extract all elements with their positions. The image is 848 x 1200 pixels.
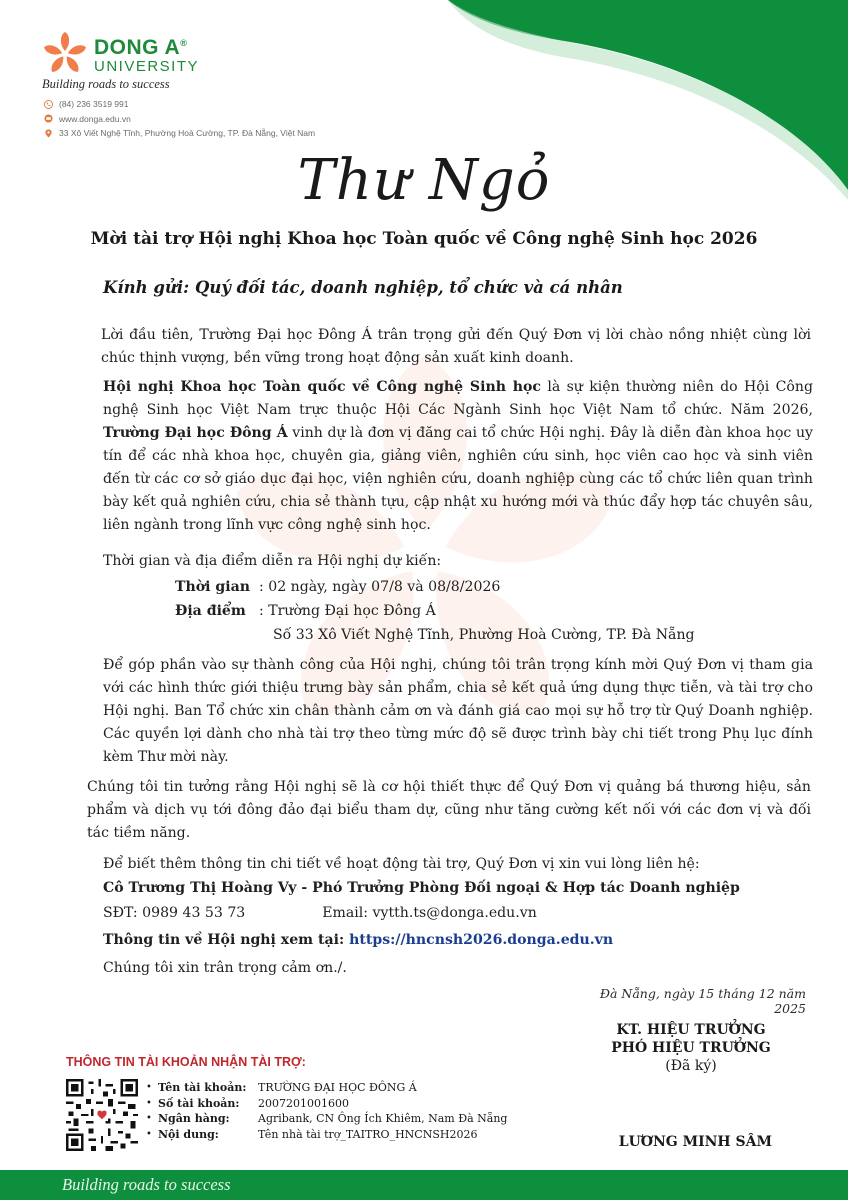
account-row: • Tên tài khoản: TRƯỜNG ĐẠI HỌC ĐÔNG Á (146, 1081, 417, 1095)
contact-details (103, 902, 813, 925)
contact-person: Cô Trương Thị Hoàng Vy - Phó Trưởng Phòng Đối ngoại & Hợp tác Doanh nghiệp (103, 880, 740, 896)
header-slogan: Building roads to success (42, 77, 170, 91)
logo-name: DONG A® (94, 35, 188, 59)
greeting: Kính gửi: Quý đối tác, doanh nghiệp, tổ chức và cá nhân (103, 278, 623, 297)
letter-title: Thư Ngỏ (297, 148, 551, 213)
account-row: • Nội dung: Tên nhà tài trợ_TAITRO_HNCNSH2026 (146, 1127, 478, 1141)
contact-email[interactable]: Email: vytth.ts@donga.edu.vn (322, 905, 537, 921)
schedule-place: Địa điểm : Trường Đại học Đông Á (175, 603, 436, 619)
paragraph-invitation: Để góp phần vào sự thành công của Hội nghị, chúng tôi trân trọng kính mời Quý Đơn vị tham gia với các hình thức giới thiệu trưng bày sản phẩm, chia sẻ kết quả ứng dụng thực tiễn, và tài trợ cho Hội nghị. Ban Tổ chức xin chân thành cảm ơn và đánh giá cao mọi sự hỗ trợ từ Quý Doanh nghiệp. Các quyền lợi dành cho nhà tài trợ theo từng mức độ sẽ được trình bày chi tiết trong Phụ lục đính kèm Thư mời này. (103, 657, 813, 765)
signature-status: (Đã ký) (665, 1058, 717, 1074)
account-info-list (146, 1080, 507, 1142)
contact-address: 33 Xô Viết Nghệ Tĩnh, Phường Hoà Cường, TP. Đà Nẵng, Việt Nam (59, 128, 316, 139)
paragraph-conference: Hội nghị Khoa học Toàn quốc về Công nghệ Sinh học là sự kiện thường niên do Hội Công nghệ Sinh học Việt Nam trực thuộc Hội Các Ngành Sinh học Việt Nam tổ chức. Năm 2026, Trường Đại học Đông Á vinh dự là đơn vị đăng cai tổ chức Hội nghị. Đây là diễn đàn khoa học uy tín để các nhà khoa học, chuyên gia, giảng viên, nghiên cứu sinh, học viên cao học và sinh viên đến từ các cơ sở giáo dục đại học, viện nghiên cứu, doanh nghiệp cùng các tổ chức liên quan trình bày kết quả nghiên cứu, chia sẻ thành tựu, cập nhật xu hướng mới và thúc đẩy hợp tác chuyên sâu, liên ngành trong lĩnh vực công nghệ sinh học. (103, 379, 814, 533)
signature-block (576, 986, 806, 1074)
footer-bar (0, 1170, 848, 1200)
signer-name: LƯƠNG MINH SÂM (618, 1134, 772, 1150)
phone-icon (44, 100, 53, 109)
contact-website[interactable]: www.donga.edu.vn (59, 113, 131, 124)
schedule-place-address: Số 33 Xô Viết Nghệ Tĩnh, Phường Hoà Cường, TP. Đà Nẵng (273, 627, 695, 643)
logo-subname: UNIVERSITY (94, 57, 200, 75)
conference-website-link[interactable]: https://hncnsh2026.donga.edu.vn (349, 932, 614, 948)
account-row: • Số tài khoản: 2007201001600 (146, 1096, 349, 1110)
signature-title-2: PHÓ HIỆU TRƯỞNG (611, 1040, 771, 1056)
paragraph-schedule-intro: Thời gian và địa điểm diễn ra Hội nghị dự kiến: (103, 553, 442, 569)
schedule-time: Thời gian : 02 ngày, ngày 07/8 và 08/8/2026 (175, 579, 501, 595)
bullet-icon: • (146, 1113, 152, 1125)
contact-phone-number: SĐT: 0989 43 53 73 (103, 905, 246, 921)
bullet-icon: • (146, 1082, 152, 1094)
conference-info-line: Thông tin về Hội nghị xem tại: https://hncnsh2026.donga.edu.vn (103, 932, 614, 948)
flower-logo-icon (42, 30, 88, 76)
account-info-title: THÔNG TIN TÀI KHOẢN NHẬN TÀI TRỢ: (66, 1055, 306, 1069)
letter-subtitle: Mời tài trợ Hội nghị Khoa học Toàn quốc về Công nghệ Sinh học 2026 (90, 229, 758, 249)
paragraph-benefits: Chúng tôi tin tưởng rằng Hội nghị sẽ là cơ hội thiết thực để Quý Đơn vị quảng bá thương hiệu, sản phẩm và dịch vụ tới đông đảo đại biểu tham dự, cũng như tăng cường kết nối với các đơn vị và đối tác tiềm năng. (87, 779, 811, 841)
bullet-icon: • (146, 1128, 152, 1140)
header-contact (44, 97, 315, 141)
paragraph-contact-intro: Để biết thêm thông tin chi tiết về hoạt động tài trợ, Quý Đơn vị xin vui lòng liên hệ: (103, 856, 700, 872)
footer-slogan: Building roads to success (62, 1175, 231, 1194)
web-icon (44, 114, 53, 123)
paragraph-intro: Lời đầu tiên, Trường Đại học Đông Á trân trọng gửi đến Quý Đơn vị lời chào nồng nhiệt cùng lời chúc thịnh vượng, bền vững trong hoạt động sản xuất kinh doanh. (101, 327, 811, 366)
contact-phone: (84) 236 3519 991 (59, 99, 129, 110)
bullet-icon: • (146, 1097, 152, 1109)
location-pin-icon (44, 129, 53, 138)
signature-title-1: KT. HIỆU TRƯỞNG (616, 1022, 766, 1038)
qr-code-icon[interactable] (66, 1079, 138, 1151)
account-row: • Ngân hàng: Agribank, CN Ông Ích Khiêm, Nam Đà Nẵng (146, 1112, 508, 1126)
closing-thanks: Chúng tôi xin trân trọng cảm ơn./. (103, 960, 347, 976)
signature-date: Đà Nẵng, ngày 15 tháng 12 năm 2025 (599, 986, 806, 1016)
university-logo (42, 30, 199, 92)
